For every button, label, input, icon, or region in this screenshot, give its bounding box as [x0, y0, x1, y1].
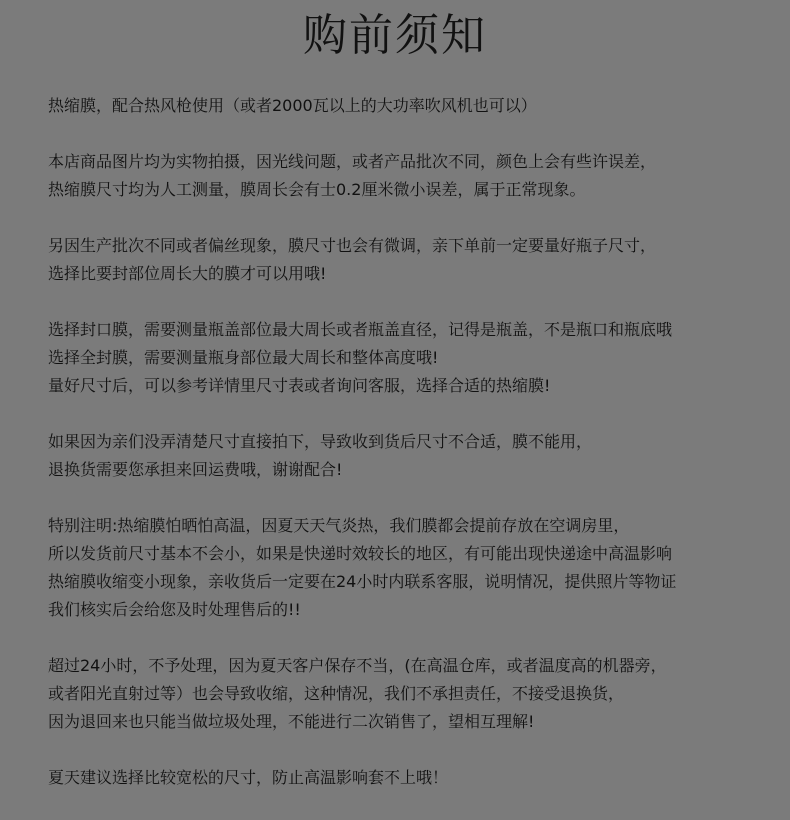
paragraph-summer-advice [48, 764, 778, 792]
paragraph-photo-disclaimer [48, 148, 778, 204]
text-line: 本店商品图片均为实物拍摄，因光线问题，或者产品批次不同，颜色上会有些许误差， [48, 152, 657, 171]
text-line: 选择封口膜，需要测量瓶盖部位最大周长或者瓶盖直径，记得是瓶盖，不是瓶口和瓶底哦 [48, 320, 673, 339]
text-line: 超过24小时，不予处理，因为夏天客户保存不当，(在高温仓库，或者温度高的机器旁， [48, 656, 667, 675]
text-line: 或者阳光直射过等）也会导致收缩，这种情况，我们不承担责任，不接受退换货， [48, 684, 625, 703]
text-line: 我们核实后会给您及时处理售后的!! [48, 600, 301, 619]
notice-content [48, 92, 778, 820]
paragraph-heat-warning [48, 512, 778, 624]
text-line: 选择全封膜，需要测量瓶身部位最大周长和整体高度哦! [48, 348, 439, 367]
text-line: 量好尺寸后，可以参考详情里尺寸表或者询问客服，选择合适的热缩膜! [48, 376, 551, 395]
text-line: 所以发货前尺寸基本不会小，如果是快递时效较长的地区，有可能出现快递途中高温影响 [48, 544, 673, 563]
text-line: 特别注明:热缩膜怕晒怕高温，因夏天天气炎热，我们膜都会提前存放在空调房里， [48, 516, 630, 535]
text-line: 热缩膜收缩变小现象，亲收货后一定要在24小时内联系客服，说明情况，提供照片等物证 [48, 572, 677, 591]
page-title: 购前须知 [303, 10, 487, 61]
paragraph-24h-limit [48, 652, 778, 736]
text-line: 夏天建议选择比较宽松的尺寸，防止高温影响套不上哦！ [48, 768, 449, 787]
text-line: 因为退回来也只能当做垃圾处理，不能进行二次销售了，望相互理解! [48, 712, 535, 731]
paragraph-measuring-guide [48, 316, 778, 400]
text-line: 选择比要封部位周长大的膜才可以用哦! [48, 264, 327, 283]
text-line: 退换货需要您承担来回运费哦，谢谢配合! [48, 460, 343, 479]
paragraph-usage [48, 92, 778, 120]
text-line: 如果因为亲们没弄清楚尺寸直接拍下，导致收到货后尺寸不合适，膜不能用， [48, 432, 593, 451]
text-line: 另因生产批次不同或者偏丝现象，膜尺寸也会有微调，亲下单前一定要量好瓶子尺寸， [48, 236, 657, 255]
paragraph-return-policy [48, 428, 778, 484]
text-line: 热缩膜尺寸均为人工测量，膜周长会有士0.2厘米微小误差，属于正常现象。 [48, 180, 586, 199]
text-line: 热缩膜，配合热风枪使用（或者2000瓦以上的大功率吹风机也可以） [48, 96, 537, 115]
paragraph-size-variation [48, 232, 778, 288]
